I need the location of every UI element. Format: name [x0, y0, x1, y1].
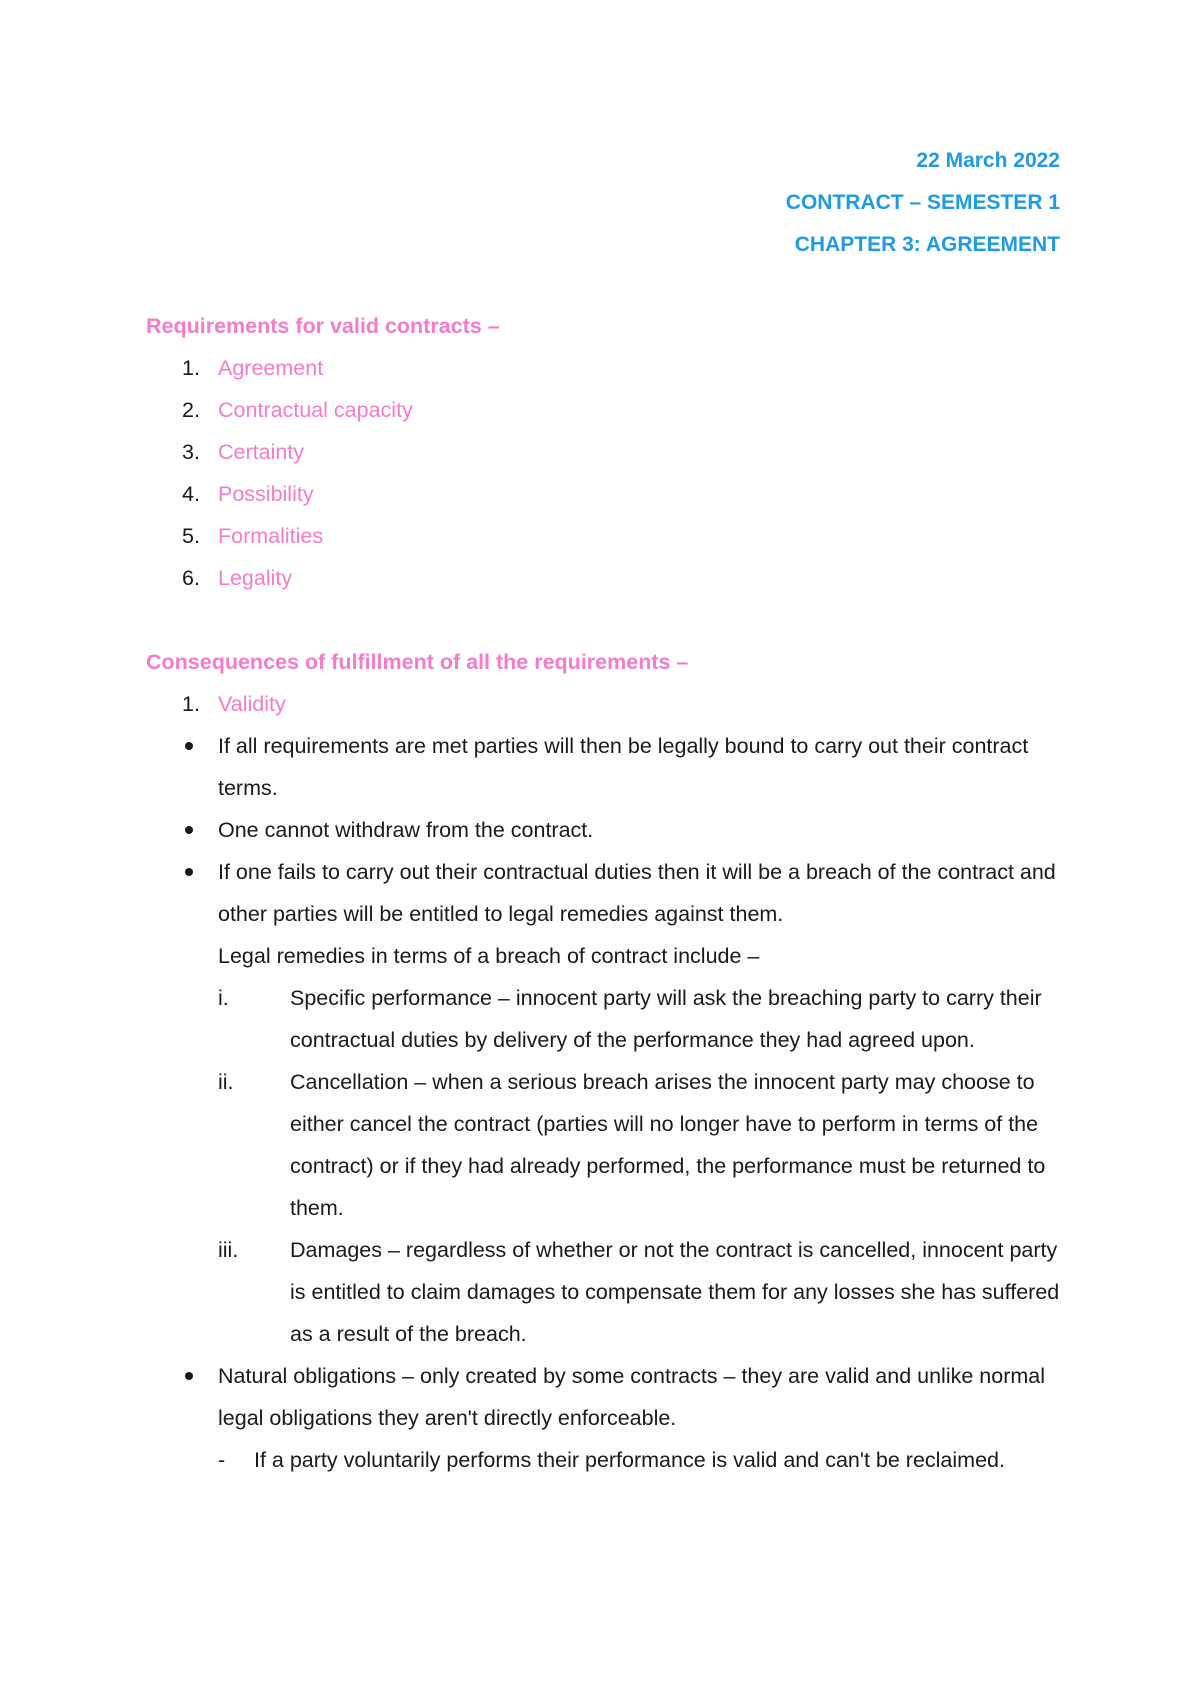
- bullet-text: If one fails to carry out their contractual duties then it will be a breach of the contract and other parties will be entitled to legal remedies against them.: [218, 860, 1056, 926]
- bullet-icon: [185, 742, 193, 750]
- consequences-list: [146, 683, 1066, 725]
- roman-number: ii.: [218, 1070, 234, 1094]
- list-item-text: Formalities: [218, 524, 324, 548]
- bullet-subtext: Legal remedies in terms of a breach of contract include –: [218, 944, 760, 968]
- bullet-icon: [185, 826, 193, 834]
- remedy-text: Specific performance – innocent party will ask the breaching party to carry their contractual duties by delivery of the performance they had agreed upon.: [290, 986, 1042, 1052]
- list-number: 6.: [182, 566, 200, 590]
- roman-number: i.: [218, 986, 229, 1010]
- remedy-text: Cancellation – when a serious breach arises the innocent party may choose to either cancel the contract (parties will no longer have to perform in terms of the contract) or if they had already performed, the performance must be returned to them.: [290, 1070, 1046, 1220]
- section-heading-requirements: Requirements for valid contracts –: [146, 314, 500, 338]
- remedy-text: Damages – regardless of whether or not the contract is cancelled, innocent party is entitled to claim damages to compensate them for any losses she has suffered as a result of the breach.: [290, 1238, 1060, 1346]
- section-heading-consequences: Consequences of fulfillment of all the requirements –: [146, 650, 689, 674]
- list-number: 4.: [182, 482, 200, 506]
- bullet-icon: [185, 868, 193, 876]
- document-body: [146, 305, 1066, 1481]
- list-item: [146, 431, 1066, 473]
- bullet-icon: [185, 1372, 193, 1380]
- remedy-item: [218, 1061, 1066, 1229]
- course-title: CONTRACT – SEMESTER 1: [785, 191, 1060, 214]
- bullet-item: [146, 809, 1066, 851]
- list-item: [146, 473, 1066, 515]
- list-number: 1.: [182, 356, 200, 380]
- bullet-text: Natural obligations – only created by some contracts – they are valid and unlike normal legal obligations they aren't directly enforceable.: [218, 1364, 1046, 1430]
- list-number: 2.: [182, 398, 200, 422]
- bullet-item: [146, 1355, 1066, 1481]
- dash-list: [218, 1439, 1066, 1481]
- dash-text: If a party voluntarily performs their performance is valid and can't be reclaimed.: [254, 1448, 1005, 1472]
- list-item-text: Certainty: [218, 440, 305, 464]
- list-item-text: Contractual capacity: [218, 398, 413, 422]
- bullet-text: One cannot withdraw from the contract.: [218, 818, 594, 842]
- list-item-text: Validity: [218, 692, 286, 716]
- list-item: [146, 683, 1066, 725]
- bullet-item: [146, 725, 1066, 809]
- list-number: 1.: [182, 692, 200, 716]
- requirements-list: [146, 347, 1066, 599]
- consequences-bullets: [146, 725, 1066, 1481]
- bullet-item: [146, 851, 1066, 1355]
- list-number: 5.: [182, 524, 200, 548]
- list-item: [146, 557, 1066, 599]
- list-item-text: Agreement: [218, 356, 324, 380]
- date: 22 March 2022: [916, 149, 1060, 172]
- chapter-title: CHAPTER 3: AGREEMENT: [794, 233, 1060, 256]
- spacer: [146, 599, 1066, 641]
- remedy-item: [218, 1229, 1066, 1355]
- remedies-list: [218, 977, 1066, 1355]
- list-item: [146, 515, 1066, 557]
- dash-marker: -: [218, 1448, 226, 1472]
- list-item-text: Legality: [218, 566, 293, 590]
- list-item-text: Possibility: [218, 482, 314, 506]
- list-item: [146, 389, 1066, 431]
- document-header: [786, 140, 1060, 266]
- list-number: 3.: [182, 440, 200, 464]
- bullet-text: If all requirements are met parties will then be legally bound to carry out their contract terms.: [218, 734, 1029, 800]
- dash-item: [218, 1439, 1066, 1481]
- remedy-item: [218, 977, 1066, 1061]
- roman-number: iii.: [218, 1238, 239, 1262]
- list-item: [146, 347, 1066, 389]
